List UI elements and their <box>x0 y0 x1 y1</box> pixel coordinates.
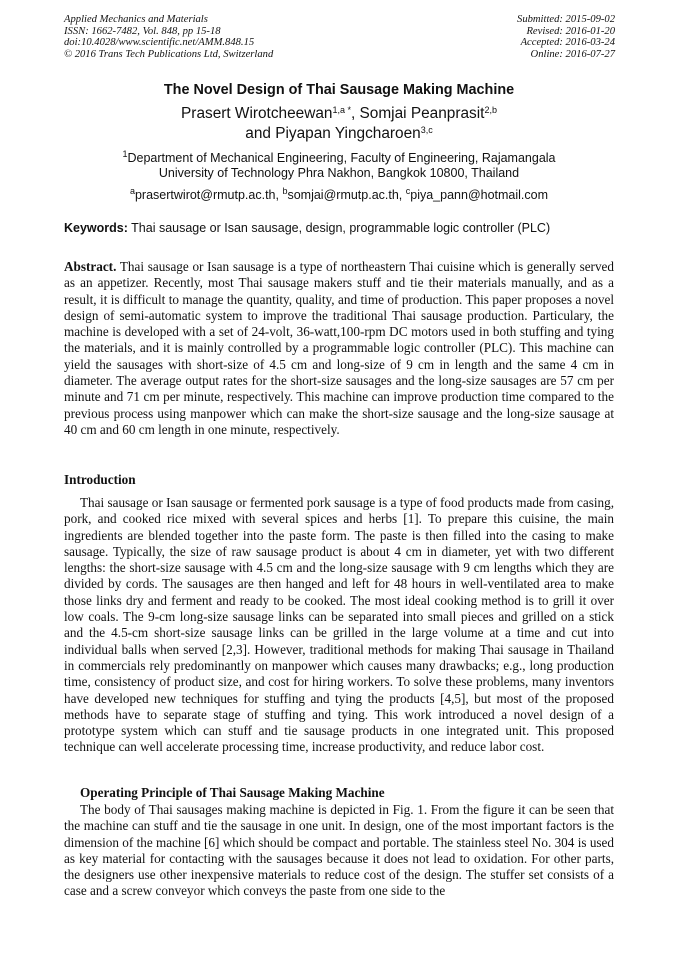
author-list <box>0 104 678 144</box>
email-marker: a <box>129 186 135 196</box>
email-link[interactable]: piya_pann@hotmail.com <box>410 188 549 202</box>
copyright-line: © 2016 Trans Tech Publications Ltd, Switzerland <box>64 48 274 60</box>
submitted-date: Submitted: 2015-09-02 <box>517 14 615 25</box>
email-marker: c <box>405 186 411 196</box>
author-separator: , <box>350 105 360 122</box>
abstract <box>64 259 614 438</box>
email-link[interactable]: somjai@rmutp.ac.th, <box>287 188 406 202</box>
author-name: Piyapan Yingcharoen <box>275 125 421 142</box>
paper-title: The Novel Design of Thai Sausage Making Machine <box>163 82 515 98</box>
author-affiliation-marker: 1,a * <box>332 105 351 115</box>
doi-line: doi:10.4028/www.scientific.net/AMM.848.15 <box>64 37 255 49</box>
affiliation <box>0 151 678 180</box>
submission-dates <box>517 14 615 60</box>
issn-line: ISSN: 1662-7482, Vol. 848, pp 15-18 <box>64 25 221 37</box>
operating-principle-paragraph: The body of Thai sausages making machine is depicted in Fig. 1. From the figure it can be seen that the machine can stuff and tie the sausage in one unit. In design, one of the most important factors is the dimension of the machine [6] which should be compact and portable. The stainless steel No. 304 is used as key material for contacting with the sausages because it does not lead to oxidation. For other parts, the designers use other inexpensive materials to reduce cost of the design. The stuffer set consists of a case and a screw conveyor which conveys the paste from one side to the <box>64 802 614 899</box>
affiliation-line: University of Technology Phra Nakhon, Bangkok 10800, Thailand <box>158 165 520 180</box>
online-date: Online: 2016-07-27 <box>530 48 615 60</box>
keywords-label: Keywords: <box>64 221 128 235</box>
author-emails <box>0 188 678 202</box>
introduction-paragraph: Thai sausage or Isan sausage or fermented pork sausage is a type of food products made from casing, pork, and cooked rice mixed with several spices and herbs [1]. To prepare this cuisine, the main ingredients are blended together into the paste form. The paste is then filled into the casing to make sausage. Typically, the size of raw sausage product is about 4 cm in diameter, yet with two different lengths: the short-size sausage with 4.5 cm and the long-size sausage with 9 cm lengths which they are divided by cords. The sausages are then hanged and left for 48 hours in well-ventilated area to make those links dry and ferment and ready to be cooked. The most ideal cooking method is to grill it over low coals. The 9-cm long-size sausage links can be separated into small pieces and grilled on a stick and the 4.5-cm short-size sausage links can be grilled in the large volume at a time and cut into individual balls when served [2,3]. However, traditional methods for making Thai sausage in Thailand in commercials rely predominantly on manpower which causes many drawbacks; e.g., long production time, consistency of product size, and cost for hiring workers. To solve these problems, many inventors have developed new techniques for stuffing and tying the products [4,5], but most of the proposed methods have to separate stage of stuffing and tying. This work introduced a novel design of a prototype system which can stuff and tie sausage products in one integrated unit. This proposed technique can well accelerate processing time, increase productivity, and reduce labor cost. <box>64 495 614 755</box>
affiliation-line: Department of Mechanical Engineering, Faculty of Engineering, Rajamangala <box>127 151 556 165</box>
keywords <box>64 221 624 235</box>
author-affiliation-marker: 3,c <box>420 125 433 135</box>
journal-info <box>64 14 273 60</box>
abstract-label: Abstract. <box>64 259 117 274</box>
section-heading-introduction: Introduction <box>64 472 136 487</box>
email-link[interactable]: prasertwirot@rmutp.ac.th, <box>134 188 283 202</box>
author-conjunction: and <box>245 125 276 142</box>
accepted-date: Accepted: 2016-03-24 <box>520 37 615 49</box>
affiliation-marker: 1 <box>122 149 128 159</box>
email-marker: b <box>282 186 288 196</box>
revised-date: Revised: 2016-01-20 <box>526 25 615 37</box>
section-heading-operating-principle: Operating Principle of Thai Sausage Making Machine <box>80 785 385 800</box>
author-name: Somjai Peanprasit <box>359 105 485 122</box>
keywords-text: Thai sausage or Isan sausage, design, programmable logic controller (PLC) <box>127 221 551 235</box>
journal-name: Applied Mechanics and Materials <box>64 14 208 25</box>
author-affiliation-marker: 2,b <box>484 105 497 115</box>
abstract-text: Thai sausage or Isan sausage is a type of northeastern Thai cuisine which is generally served as an appetizer. Recently, most Thai sausage makers stuff and tie their materials manually, and as a result, it is difficult to manage the quantity, quality, and time of production. This paper proposes a novel design of semi-automatic system to improve the traditional Thai sausage production. Particulary, the machine is developed with a set of 24-volt, 36-watt,100-rpm DC motors used in both stuffing and tying the materials, and it is mainly controlled by a programmable logic controller (PLC). This machine can yield the sausages with short-size of 4.5 cm and long-size of 9 cm in length and the same 4 cm in diameter. The average output rates for the short-size sausages and the long-size sausages are 57 cm per minute and 71 cm per minute, respectively. This machine can improve production time compared to the previous process using manpower which can make the short-size sausage and the long-size sausage at 40 cm and 60 cm length in one minute, respectively. <box>64 259 614 437</box>
author-name: Prasert Wirotcheewan <box>181 105 333 122</box>
